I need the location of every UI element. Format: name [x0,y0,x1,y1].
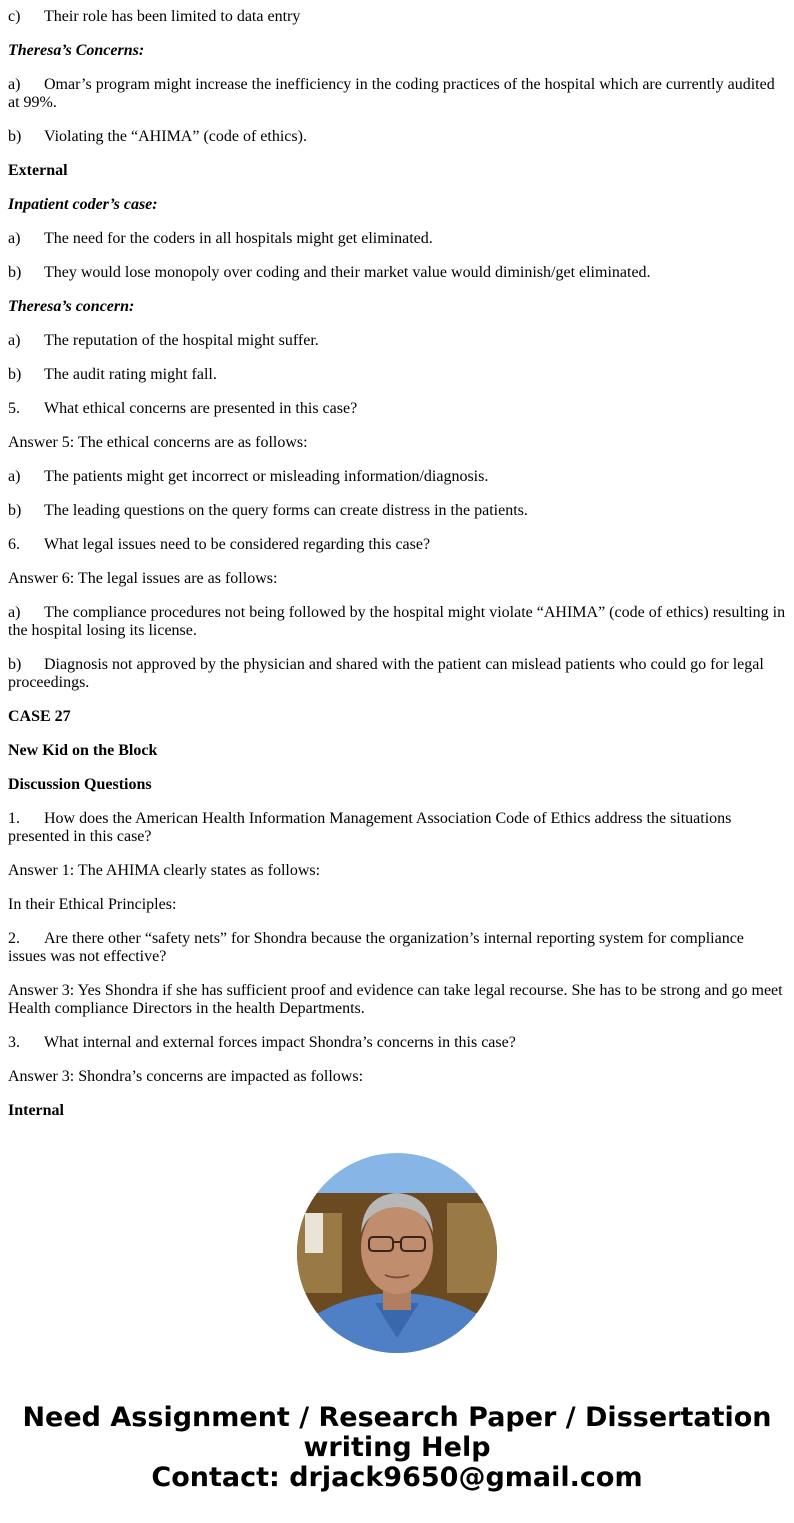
list-item-text: The audit rating might fall. [44,366,217,383]
list-item-text: What ethical concerns are presented in this case? [44,400,358,417]
section-heading: Discussion Questions [8,776,152,793]
document-body [8,8,786,1136]
paragraph: Answer 5: The ethical concerns are as follows: [8,434,308,451]
list-item [8,468,786,486]
promo-contact: Contact: drjack9650@gmail.com [151,1462,643,1493]
list-marker: 5. [8,400,20,417]
promo-line-1: Need Assignment / Research Paper / Dissertation [22,1402,772,1433]
promo-banner [0,1403,794,1493]
list-item-text: What internal and external forces impact Shondra’s concerns in this case? [44,1034,516,1051]
photo-switchboard [305,1213,323,1253]
list-marker: a) [8,604,21,621]
author-photo [297,1153,497,1353]
section-heading: New Kid on the Block [8,742,158,759]
list-item-text: How does the American Health Information Management Association Code of Ethics address the situations presented in this case? [8,810,732,845]
section-heading: Internal [8,1102,64,1119]
list-item [8,264,786,282]
list-item-text: The leading questions on the query forms can create distress in the patients. [44,502,528,519]
list-item [8,604,786,640]
photo-door-panel-right [447,1203,497,1293]
paragraph: In their Ethical Principles: [8,896,177,913]
list-item-text: Omar’s program might increase the inefficiency in the coding practices of the hospital which are currently audited at 99%. [8,76,775,111]
list-item [8,230,786,248]
list-item-text: Violating the “AHIMA” (code of ethics). [44,128,307,145]
list-marker: b) [8,366,22,383]
list-marker: a) [8,230,21,247]
list-item-text: The reputation of the hospital might suffer. [44,332,319,349]
list-item [8,76,786,112]
section-subheading: Theresa’s concern: [8,298,135,315]
section-heading: External [8,162,68,179]
list-item [8,400,786,418]
list-item [8,366,786,384]
paragraph: Answer 6: The legal issues are as follows: [8,570,278,587]
list-item-text: The compliance procedures not being followed by the hospital might violate “AHIMA” (code of ethics) resulting in the hospital losing its license. [8,604,786,639]
list-item [8,502,786,520]
list-marker: b) [8,264,22,281]
list-item-text: The need for the coders in all hospitals might get eliminated. [44,230,433,247]
list-item-text: They would lose monopoly over coding and their market value would diminish/get eliminated. [44,264,651,281]
list-marker: a) [8,332,21,349]
section-heading: CASE 27 [8,708,71,725]
list-item [8,332,786,350]
list-item [8,930,786,966]
list-marker: b) [8,128,22,145]
photo-face [361,1202,433,1294]
list-item [8,128,786,146]
list-item-text: Are there other “safety nets” for Shondra because the organization’s internal reporting system for compliance issues was not effective? [8,930,744,965]
list-marker: b) [8,656,22,673]
list-item-text: What legal issues need to be considered regarding this case? [44,536,431,553]
list-marker: 1. [8,810,20,827]
list-item [8,656,786,692]
list-item-text: Diagnosis not approved by the physician and shared with the patient can mislead patients who could go for legal proceedings. [8,656,764,691]
promo-line-2: writing Help [303,1432,491,1463]
paragraph: Answer 3: Yes Shondra if she has sufficient proof and evidence can take legal recourse. She has to be strong and go meet Health compliance Directors in the health Departments. [8,982,783,1017]
list-marker: 2. [8,930,20,947]
list-item-text: Their role has been limited to data entry [44,8,301,25]
list-item [8,8,786,26]
list-item [8,810,786,846]
list-marker: a) [8,468,21,485]
list-item [8,1034,786,1052]
list-item-text: The patients might get incorrect or misleading information/diagnosis. [44,468,489,485]
list-marker: a) [8,76,21,93]
list-marker: 6. [8,536,20,553]
list-item [8,536,786,554]
section-subheading: Theresa’s Concerns: [8,42,145,59]
paragraph: Answer 3: Shondra’s concerns are impacted as follows: [8,1068,364,1085]
list-marker: c) [8,8,21,25]
list-marker: b) [8,502,22,519]
portrait-image [297,1153,497,1353]
section-subheading: Inpatient coder’s case: [8,196,158,213]
list-marker: 3. [8,1034,20,1051]
paragraph: Answer 1: The AHIMA clearly states as follows: [8,862,321,879]
